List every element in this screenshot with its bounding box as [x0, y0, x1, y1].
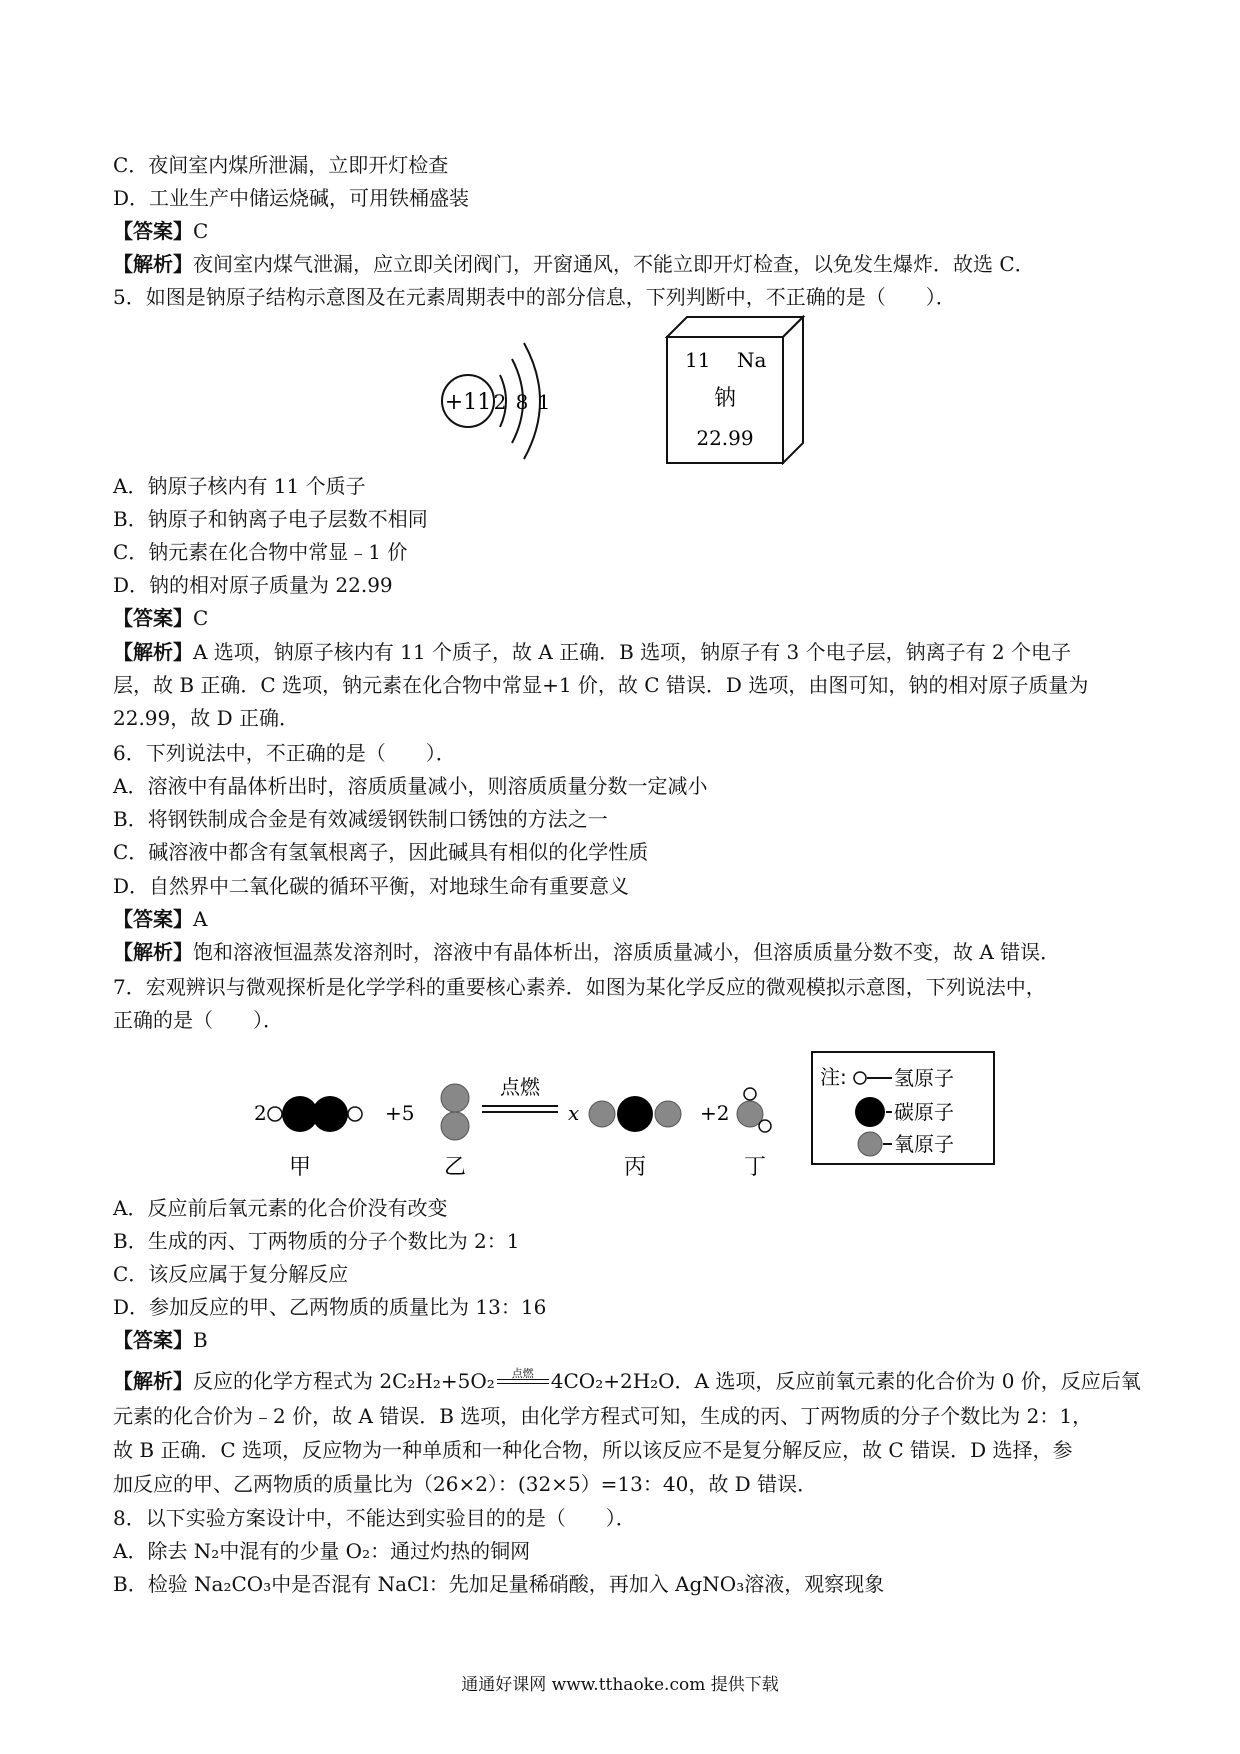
reaction-diagram — [250, 1050, 1000, 1185]
cell-side-face — [783, 317, 803, 463]
option-5a: A．钠原子核内有 11 个质子 — [113, 474, 366, 498]
equation-line-bottom — [497, 1383, 549, 1384]
option-7b: B．生成的丙、丁两物质的分子个数比为 2：1 — [113, 1229, 520, 1253]
explanation-tag: 【解析】 — [113, 940, 193, 964]
page-footer: 通通好课网 www.tthaoke.com 提供下载 — [461, 1675, 779, 1695]
nucleus-charge: +11 — [444, 390, 492, 415]
answer-4 — [113, 218, 208, 244]
option-6d: D．自然界中二氧化碳的循环平衡，对地球生命有重要意义 — [113, 874, 630, 898]
atomic-number: 11 — [685, 348, 711, 372]
element-symbol: Na — [737, 348, 767, 372]
question-5: 5．如图是钠原子结构示意图及在元素周期表中的部分信息，下列判断中，不正确的是（ ）． — [113, 285, 956, 309]
explanation-5-line-1 — [113, 639, 1071, 665]
carbon-atom — [312, 1096, 348, 1132]
legend-oxygen-label: 氧原子 — [894, 1132, 954, 1156]
equation-sign — [495, 1366, 551, 1393]
legend-hydrogen-icon — [854, 1072, 866, 1084]
legend-oxygen-icon — [858, 1132, 882, 1156]
explanation-tag: 【解析】 — [113, 1369, 193, 1393]
option-4c: C．夜间室内煤所泄漏，立即开灯检查 — [113, 153, 449, 177]
option-5d: D．钠的相对原子质量为 22.99 — [113, 573, 393, 597]
explanation-5-line-3: 22.99，故 D 正确． — [113, 706, 300, 730]
equation-reactants: 反应的化学方程式为 2C₂H₂+5O₂ — [193, 1369, 495, 1393]
equation-products: 4CO₂+2H₂O．A 选项，反应前氧元素的化合价为 0 价，反应后氧 — [550, 1369, 1141, 1393]
shell-electrons-3: 1 — [537, 390, 551, 414]
option-8b: B．检验 Na₂CO₃中是否混有 NaCl：先加足量稀硝酸，再加入 AgNO₃溶液，观察现象 — [113, 1572, 885, 1596]
explanation-7-line-3: 故 B 正确．C 选项，反应物为一种单质和一种化合物，所以该反应不是复分解反应，故 C 错误．D 选择，参 — [113, 1438, 1073, 1462]
explanation-text: A 选项，钠原子核内有 11 个质子，故 A 正确．B 选项，钠原子有 3 个电子层，钠离子有 2 个电子 — [193, 640, 1072, 664]
coefficient-bing: x — [568, 1101, 580, 1125]
answer-tag: 【答案】 — [113, 606, 193, 630]
option-6b: B．将钢铁制成合金是有效减缓钢铁制口锈蚀的方法之一 — [113, 807, 608, 831]
answer-value: B — [193, 1328, 208, 1352]
explanation-tag: 【解析】 — [113, 252, 193, 276]
hydrogen-atom — [348, 1107, 362, 1121]
option-6a: A．溶液中有晶体析出时，溶质质量减小，则溶质质量分数一定减小 — [113, 774, 708, 798]
equation-line-top — [497, 1379, 549, 1380]
shell-electrons-2: 8 — [515, 390, 529, 414]
cell-top-face — [667, 317, 803, 337]
atomic-mass: 22.99 — [696, 426, 754, 450]
element-name: 钠 — [713, 386, 737, 411]
legend-carbon-label: 碳原子 — [894, 1100, 954, 1124]
oxygen-atom — [655, 1101, 681, 1127]
coefficient-jia: 2 — [254, 1101, 267, 1125]
label-yi: 乙 — [443, 1155, 467, 1180]
hydrogen-atom — [744, 1088, 756, 1100]
question-6: 6．下列说法中，不正确的是（ ）． — [113, 741, 456, 765]
answer-tag: 【答案】 — [113, 907, 193, 931]
coefficient-ding: +2 — [700, 1101, 730, 1125]
coefficient-yi: +5 — [385, 1101, 415, 1125]
explanation-tag: 【解析】 — [113, 640, 193, 664]
question-8: 8．以下实验方案设计中，不能达到实验目的的是（ ）． — [113, 1506, 636, 1530]
hydrogen-atom — [759, 1120, 771, 1132]
shell-electrons-1: 2 — [493, 390, 507, 414]
oxygen-atom — [589, 1101, 615, 1127]
option-7c: C．该反应属于复分解反应 — [113, 1262, 349, 1286]
legend-box — [812, 1052, 994, 1164]
oxygen-atom — [441, 1112, 469, 1140]
label-ding: 丁 — [743, 1155, 767, 1180]
reaction-condition: 点燃 — [500, 1075, 540, 1099]
legend-title: 注: — [820, 1065, 847, 1089]
option-8a: A．除去 N₂中混有的少量 O₂：通过灼热的铜网 — [113, 1539, 531, 1563]
hydrogen-atom — [268, 1107, 282, 1121]
explanation-7-line-2: 元素的化合价为﹣2 价，故 A 错误．B 选项，由化学方程式可知，生成的丙、丁两物质的分子个数比为 2：1， — [113, 1404, 1093, 1428]
question-7-line-2: 正确的是（ ）． — [113, 1008, 283, 1032]
answer-value: C — [193, 219, 209, 243]
equation-condition: 点燃 — [511, 1366, 534, 1380]
option-7a: A．反应前后氧元素的化合价没有改变 — [113, 1196, 448, 1220]
explanation-4 — [113, 251, 1035, 277]
answer-7 — [113, 1327, 208, 1353]
answer-value: A — [193, 907, 208, 931]
explanation-7-line-4: 加反应的甲、乙两物质的质量比为（26×2）：(32×5）=13：40，故 D 错误． — [113, 1472, 818, 1496]
explanation-5-line-2: 层，故 B 正确．C 选项，钠元素在化合物中常显+1 价，故 C 错误．D 选项，由图可知，钠的相对原子质量为 — [113, 673, 1089, 697]
question-7-line-1: 7．宏观辨识与微观探析是化学学科的重要核心素养．如图为某化学反应的微观模拟示意图，下列说法中， — [113, 975, 1046, 999]
label-bing: 丙 — [623, 1155, 647, 1180]
carbon-atom — [617, 1096, 653, 1132]
answer-value: C — [193, 606, 209, 630]
legend-hydrogen-label: 氢原子 — [894, 1066, 954, 1090]
periodic-table-cell — [665, 315, 815, 465]
option-5b: B．钠原子和钠离子电子层数不相同 — [113, 507, 428, 531]
sodium-atom-diagram — [430, 335, 570, 465]
answer-5 — [113, 605, 208, 631]
option-7d: D．参加反应的甲、乙两物质的质量比为 13：16 — [113, 1295, 547, 1319]
option-5c: C．钠元素在化合物中常显﹣1 价 — [113, 540, 408, 564]
option-4d: D．工业生产中储运烧碱，可用铁桶盛装 — [113, 186, 470, 210]
label-jia: 甲 — [288, 1155, 312, 1180]
explanation-text: 饱和溶液恒温蒸发溶剂时，溶液中有晶体析出，溶质质量减小，但溶质质量分数不变，故 A 错误． — [193, 940, 1061, 964]
explanation-6 — [113, 939, 1060, 965]
legend-carbon-icon — [855, 1097, 885, 1127]
answer-tag: 【答案】 — [113, 1328, 193, 1352]
option-6c: C．碱溶液中都含有氢氧根离子，因此碱具有相似的化学性质 — [113, 840, 649, 864]
explanation-text: 夜间室内煤气泄漏，应立即关闭阀门，开窗通风，不能立即开灯检查，以免发生爆炸．故选 C． — [193, 252, 1035, 276]
answer-6 — [113, 906, 207, 932]
explanation-7-line-1 — [113, 1368, 1141, 1394]
oxygen-atom — [441, 1084, 469, 1112]
answer-tag: 【答案】 — [113, 219, 193, 243]
